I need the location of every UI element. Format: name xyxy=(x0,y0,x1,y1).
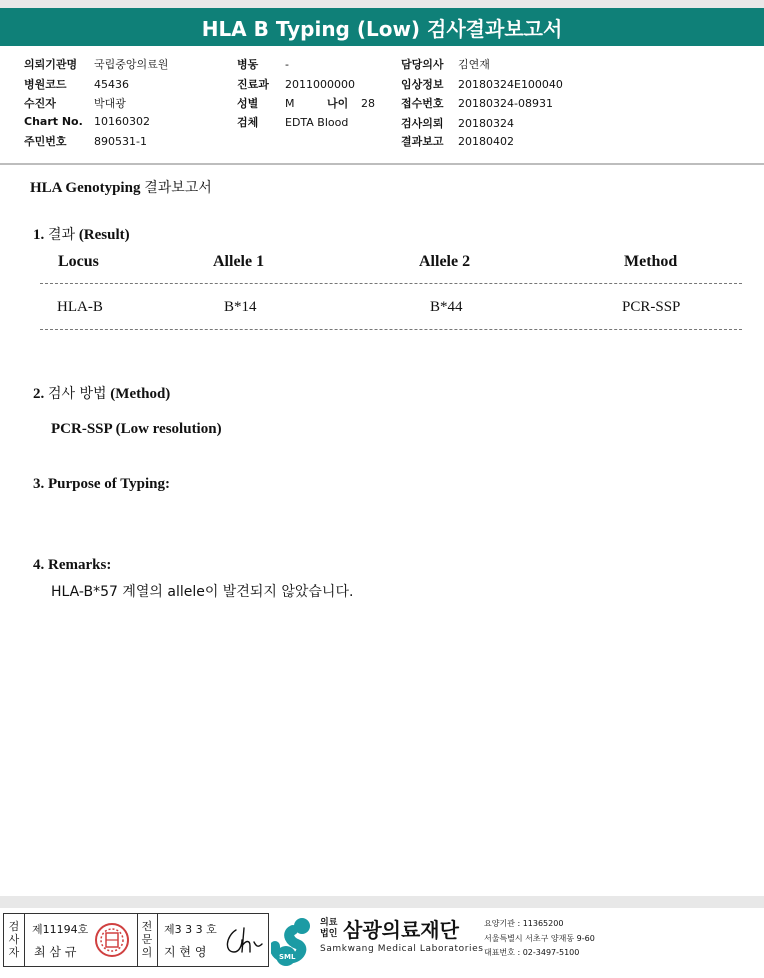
clinical-info-label: 임상정보 xyxy=(401,78,444,91)
resident-no-row xyxy=(24,133,147,149)
report-heading-en: HLA Genotyping xyxy=(30,180,141,196)
section-method-title xyxy=(33,383,170,403)
sml-logo-icon xyxy=(271,916,317,966)
department-label: 진료과 xyxy=(237,78,269,91)
receipt-no-row xyxy=(401,95,553,111)
report-title-bar xyxy=(0,8,764,46)
chart-no-label: Chart No. xyxy=(24,115,83,128)
section-method-ko: 검사 방법 xyxy=(48,386,107,402)
cell-locus: HLA-B xyxy=(57,299,103,315)
sex-value: M xyxy=(285,97,295,110)
report-title: HLA B Typing (Low) 검사결과보고서 xyxy=(201,16,563,41)
hospital-value: 국립중앙의료원 xyxy=(94,58,169,71)
ward-label: 병동 xyxy=(237,58,259,71)
examiner-seal-icon xyxy=(94,922,130,958)
doctor-value: 김연재 xyxy=(458,58,490,71)
report-heading-ko: 결과보고서 xyxy=(144,180,212,196)
org-type: 의료 법인 xyxy=(320,918,338,939)
receipt-no-label: 접수번호 xyxy=(401,97,444,110)
section-method-num: 2. xyxy=(33,386,45,402)
sex-label: 성별 xyxy=(237,97,259,110)
col-header-locus: Locus xyxy=(58,253,99,270)
patient-info-block xyxy=(0,46,764,164)
hospital-label: 의뢰기관명 xyxy=(24,58,78,71)
specimen-label: 검체 xyxy=(237,116,259,129)
approver-name: 지 현 영 xyxy=(164,945,207,959)
section-result-ko: 결과 xyxy=(48,227,76,243)
section-result-en: (Result) xyxy=(78,227,130,243)
chart-no-row xyxy=(24,115,150,128)
section-purpose-title: 3. Purpose of Typing: xyxy=(33,476,170,492)
signbox-separator-2 xyxy=(137,914,138,966)
org-name: 삼광의료재단 xyxy=(343,918,459,942)
hospital-code-row xyxy=(24,76,129,92)
agency-number: 요양기관 : 11365200 xyxy=(484,919,564,928)
clinical-info-value: 20180324E100040 xyxy=(458,78,563,91)
table-rule-top xyxy=(40,283,742,284)
section-remarks-title: 4. Remarks: xyxy=(33,557,112,573)
org-phone: 대표번호 : 02-3497-5100 xyxy=(484,948,580,957)
report-date-label: 결과보고 xyxy=(401,135,444,148)
patient-label: 수진자 xyxy=(24,97,56,110)
doctor-label: 담당의사 xyxy=(401,58,444,71)
info-divider xyxy=(0,163,764,165)
signbox-separator-1 xyxy=(24,914,25,966)
table-rule-bottom xyxy=(40,329,742,330)
report-date-row xyxy=(401,133,514,149)
approver-no: 제3 3 3 호 xyxy=(164,923,217,936)
col-header-method: Method xyxy=(624,253,678,270)
clinical-info-row xyxy=(401,76,563,92)
resident-no-value: 890531-1 xyxy=(94,135,147,148)
patient-value: 박대광 xyxy=(94,97,126,110)
sml-logo-text: SML xyxy=(279,953,296,961)
col-header-allele2: Allele 2 xyxy=(419,253,471,270)
hospital-code-value: 45436 xyxy=(94,78,129,91)
approver-label: 전 문 의 xyxy=(141,920,153,959)
org-address: 서울특별시 서초구 양재동 9-60 xyxy=(484,934,595,943)
age-value: 28 xyxy=(361,97,375,110)
cell-allele1: B*14 xyxy=(224,299,257,315)
signature-box xyxy=(3,913,269,967)
remarks-body: HLA-B*57 계열의 allele이 발견되지 않았습니다. xyxy=(51,584,354,600)
specimen-value: EDTA Blood xyxy=(285,116,349,129)
examiner-name: 최 삼 규 xyxy=(34,945,77,959)
col-header-allele1: Allele 1 xyxy=(213,253,265,270)
section-result-num: 1. xyxy=(33,227,45,243)
request-date-label: 검사의뢰 xyxy=(401,117,444,130)
signbox-separator-3 xyxy=(157,914,158,966)
department-value: 2011000000 xyxy=(285,78,355,91)
top-strip xyxy=(0,0,764,8)
request-date-row xyxy=(401,115,514,131)
ward-value: - xyxy=(285,58,289,71)
report-heading xyxy=(30,177,212,197)
age-label: 나이 xyxy=(327,97,349,110)
sex-row xyxy=(237,95,375,111)
approver-signature-icon xyxy=(222,924,264,958)
cell-method: PCR-SSP xyxy=(622,299,681,315)
resident-no-label: 주민번호 xyxy=(24,135,67,148)
hospital-row xyxy=(24,56,168,72)
receipt-no-value: 20180324-08931 xyxy=(458,97,553,110)
chart-no-value: 10160302 xyxy=(94,115,150,128)
hospital-code-label: 병원코드 xyxy=(24,78,67,91)
specimen-row xyxy=(237,114,348,130)
examiner-label: 검 사 자 xyxy=(8,920,20,959)
section-result-title xyxy=(33,224,130,244)
department-row xyxy=(237,76,355,92)
request-date-value: 20180324 xyxy=(458,117,514,130)
cell-allele2: B*44 xyxy=(430,299,463,315)
patient-row xyxy=(24,95,126,111)
method-body: PCR-SSP (Low resolution) xyxy=(51,421,222,437)
org-english-name: Samkwang Medical Laboratories xyxy=(320,944,484,954)
footer-strip xyxy=(0,896,764,908)
examiner-no: 제11194호 xyxy=(32,923,89,936)
report-date-value: 20180402 xyxy=(458,135,514,148)
section-method-en: (Method) xyxy=(110,386,171,402)
doctor-row xyxy=(401,56,490,72)
ward-row xyxy=(237,56,289,72)
